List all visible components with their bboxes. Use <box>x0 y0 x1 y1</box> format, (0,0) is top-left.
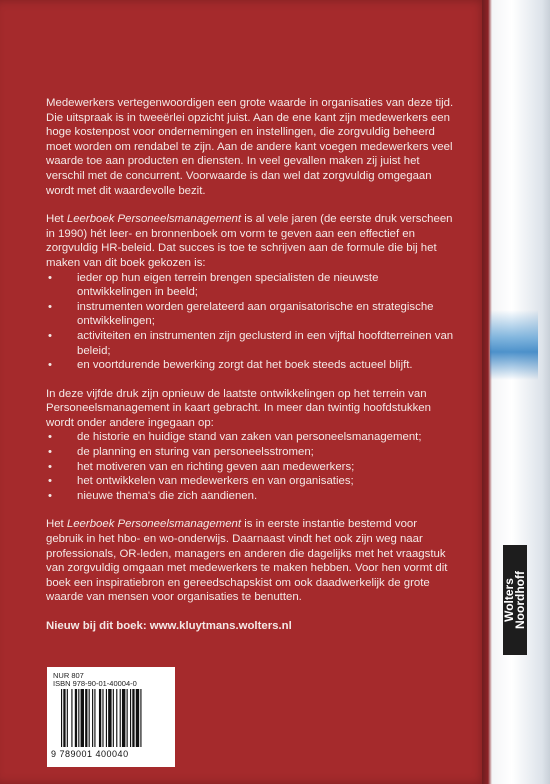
book-title: Leerboek Personeelsmanagement <box>66 213 242 226</box>
barcode-bar <box>78 689 79 747</box>
barcode-bar <box>99 689 101 747</box>
list-item: • en voortdurende bewerking zorgt dat het boek steeds actueel blijft. <box>46 358 456 373</box>
topics-list <box>46 430 456 503</box>
barcode-bar <box>116 689 117 747</box>
history-paragraph: Het Leerboek Personeelsmanagement is al vele jaren (de eerste druk verscheen in 1990) hét leer- en bronnenboek om vorm te geven aan een effectief en zorgvuldig HR-beleid. Dat succes is toe te schrijven aan de formule die bij het maken van dit boek gekozen is: <box>46 213 453 269</box>
list-item: • ieder op hun eigen terrein brengen specialisten de nieuwste ontwikkelingen in beeld; <box>46 271 456 300</box>
barcode-bar <box>61 689 62 747</box>
barcode-bar <box>108 689 111 747</box>
list-item: • de historie en huidige stand van zaken van personeelsmanagement; <box>46 430 456 445</box>
book-spine-edge <box>482 0 550 784</box>
barcode-label <box>47 667 175 767</box>
barcode-bar <box>136 689 139 747</box>
barcode-bar <box>113 689 114 747</box>
barcode-digits: 9 789001 400040 <box>51 749 129 759</box>
list-item: • het motiveren van en richting geven aan medewerkers; <box>46 460 456 475</box>
barcode-bar <box>120 689 121 747</box>
barcode-bar <box>94 689 95 747</box>
isbn-number: ISBN 978-90-01-40004-0 <box>53 679 137 688</box>
barcode-bar <box>92 689 93 747</box>
barcode-bar <box>130 689 131 747</box>
publisher-logo-text: Wolters Noordhoff <box>502 571 527 629</box>
audience-paragraph: Het Leerboek Personeelsmanagement is in eerste instantie bestemd voor gebruik in het hbo- en wo-onderwijs. Daarnaast vindt het ook zijn weg naar professionals, OR-leden, managers en anderen die dagelijks met het vraagstuk van zorgvuldig omgaan met medewerkers te maken hebben. Voor hen vormt dit boek een inspiratiebron en gereedschapskist om ook daadwerkelijk de grote waarde van mensen voor organisaties te benutten. <box>46 518 448 604</box>
list-item: • het ontwikkelen van medewerkers en van organisaties; <box>46 474 456 489</box>
barcode-bar <box>75 689 77 747</box>
barcode-bar <box>132 689 134 747</box>
barcode-bar <box>81 689 84 747</box>
barcode-bar <box>102 689 103 747</box>
barcode-bar <box>85 689 87 747</box>
list-item: • activiteiten en instrumenten zijn geclusterd in een vijftal hoofdterreinen van beleid; <box>46 329 456 358</box>
barcode-bars <box>61 689 171 747</box>
list-item: • de planning en sturing van personeelsstromen; <box>46 445 456 460</box>
nur-code: NUR 807 <box>53 671 84 680</box>
list-item: • nieuwe thema's die zich aandienen. <box>46 489 456 504</box>
intro-paragraph: Medewerkers vertegenwoordigen een grote waarde in organisaties van deze tijd. Die uitspraak is in tweeërlei opzicht juist. Aan de ene kant zijn medewerkers een hoge kostenpost voor ondernemingen en instellingen, die zorgvuldig beheerd moet worden om rendabel te zijn. Aan de andere kant voegen medewerkers veel waarde toe aan producten en diensten. In veel gevallen maken zij juist het verschil met de concurrent. Voorwaarde is dan wel dat zorgvuldig omgegaan wordt met dit waardevolle bezit. <box>46 97 454 197</box>
barcode-bar <box>67 689 68 747</box>
spine-blue-band <box>490 310 538 380</box>
book-title: Leerboek Personeelsmanagement <box>66 518 242 531</box>
barcode-bar <box>63 689 65 747</box>
barcode-bar <box>122 689 125 747</box>
formula-list <box>46 271 456 373</box>
barcode-bar <box>106 689 107 747</box>
barcode-bar <box>127 689 128 747</box>
list-item: • instrumenten worden gerelateerd aan organisatorische en strategische ontwikkelingen; <box>46 300 456 329</box>
edition-paragraph: In deze vijfde druk zijn opnieuw de laatste ontwikkelingen op het terrein van Personeelsmanagement in kaart gebracht. In meer dan twintig hoofdstukken wordt onder andere ingegaan op: <box>46 387 431 429</box>
website-line: Nieuw bij dit boek: www.kluytmans.wolters.nl <box>46 620 292 632</box>
barcode-bar <box>140 689 141 747</box>
barcode-bar <box>89 689 90 747</box>
blurb-text <box>46 96 456 648</box>
barcode-bar <box>71 689 72 747</box>
